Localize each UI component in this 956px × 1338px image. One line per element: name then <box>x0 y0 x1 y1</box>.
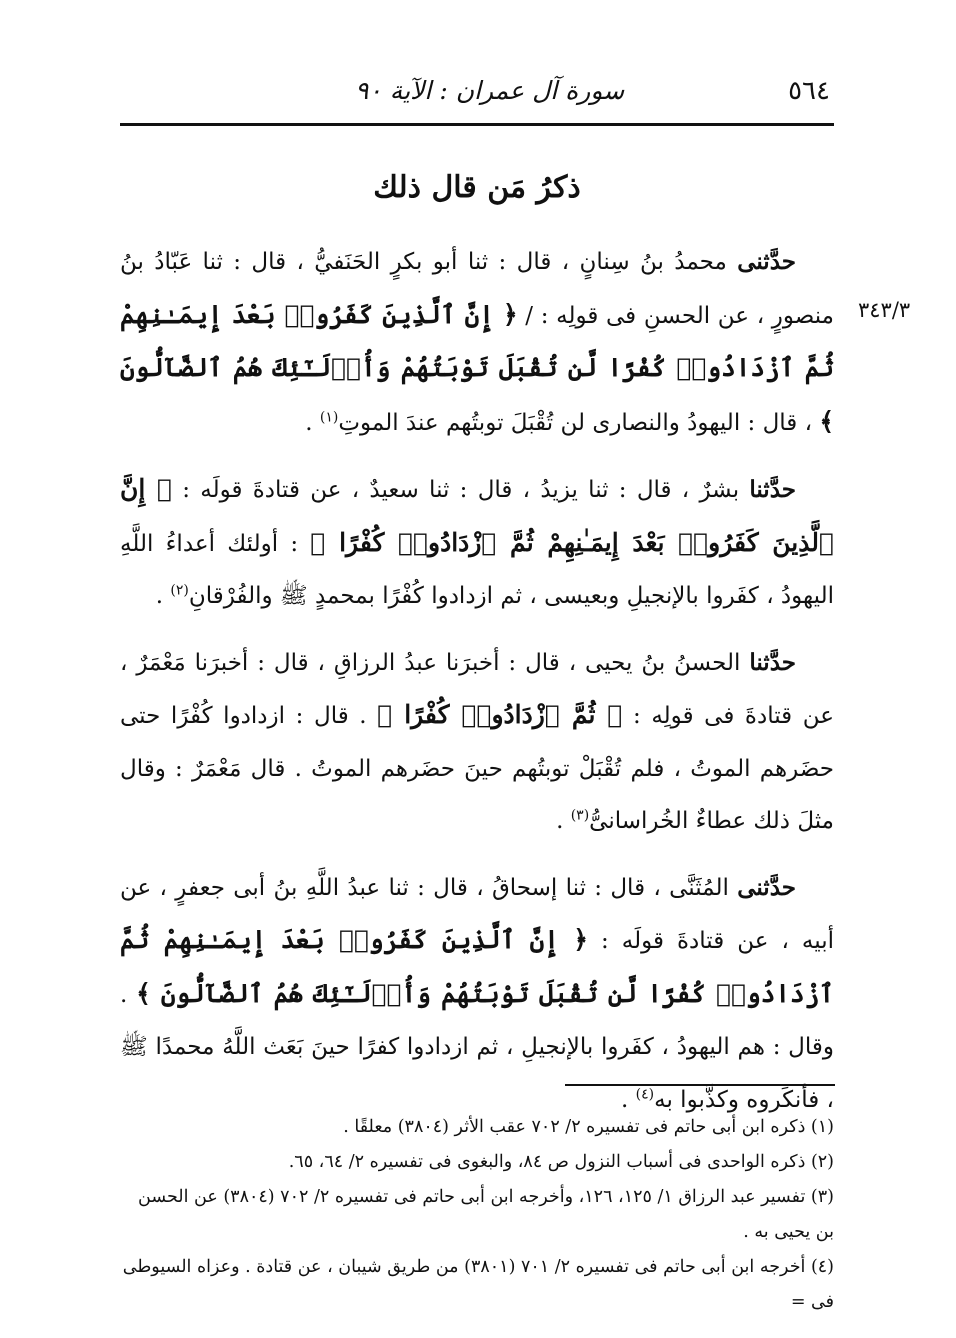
page-header <box>120 74 834 114</box>
footnote: (٤) أخرجه ابن أبى حاتم فى تفسيره ٢/ ٧٠١ (٣٨٠١) من طريق شيبان ، عن قتادة . وعزاه السيوطى فى = <box>122 1257 834 1312</box>
quran-verse: ﴿ ثُمَّ ٱزْدَادُوا۟ كُفْرًا ﴾ <box>377 700 623 729</box>
running-title: سورة آل عمران : الآية ٩٠ <box>355 76 625 105</box>
footnote: (١) ذكره ابن أبى حاتم فى تفسيره ٢/ ٧٠٢ عقب الأثر (٣٨٠٤) معلقًا . <box>343 1117 834 1137</box>
narration-paragraph <box>120 862 834 1127</box>
narration-text: بشرٌ ، قال : ثنا يزيدُ ، قال : ثنا سعيدٌ ، عن قتادةَ قولَه : <box>171 477 750 503</box>
quran-verse: ﴿ إِنَّ ٱلَّذِينَ كَفَرُوا۟ بَعْدَ إِيمَـٰنِهِمْ ثُمَّ ٱزْدَادُوا۟ كُفْرًا لَّن تُقْبَلَ تَوْبَتُهُمْ وَأُو۟لَـٰٓئِكَ هُمُ ٱلضَّآلُّونَ ﴾ <box>120 925 834 1008</box>
footnotes <box>120 1110 834 1320</box>
footnote-marker: (٢) <box>170 582 189 599</box>
section-heading: ذكرُ مَن قال ذلك <box>373 170 581 205</box>
quran-verse: ﴿ إِنَّ ٱلَّذِينَ كَفَرُوا۟ بَعْدَ إِيمَـٰنِهِمْ ثُمَّ ٱزْدَادُوا۟ كُفْرًا ﴾ <box>120 474 834 557</box>
main-text <box>120 236 834 1126</box>
narration-lead: حدَّثنى <box>737 248 796 275</box>
margin-reference: ٣٤٣/٣ <box>858 298 911 322</box>
footnote-rule <box>565 1084 835 1086</box>
header-rule <box>120 123 834 126</box>
narration-text: . قال : ازدادوا كُفْرًا حتى حضَرهم الموتُ ، فلم تُقْبَلْ توبتُهم حينَ حضَرهم الموتُ . قال مَعْمَرٌ : وقال مثلَ ذلك عطاءٌ الخُراسانىُّ <box>120 703 834 834</box>
narration-text: . وقال : هم اليهودُ ، كفَروا بالإنجيلِ ، ثم ازدادوا كفرًا حينَ بَعَث اللَّهُ محمدًا ﷺ ، فأنكَروه وكذَّبوا به <box>120 981 834 1113</box>
narration-text: ، قال : اليهودُ والنصارى لن تُقْبَلَ توبتُهم عندَ الموتِ <box>338 409 820 436</box>
narration-end: . <box>155 583 171 609</box>
footnote-marker: (١) <box>319 408 339 425</box>
narration-end: . <box>621 1086 636 1113</box>
narration-text: : أولئك أعداءُ اللَّهِ اليهودُ ، كفَروا بالإنجيلِ وبعيسى ، ثم ازدادوا كُفْرًا بمحمدٍ ﷺ والفُرْقانِ <box>120 530 834 609</box>
narration-text: الحسنُ بنُ يحيى ، قال : أخبرَنا عبدُ الرزاقِ ، قال : أخبرَنا مَعْمَرٌ ، عن قتادةَ فى قولِه : <box>120 649 834 729</box>
quran-verse: ﴿ إِنَّ ٱلَّذِينَ كَفَرُوا۟ بَعْدَ إِيمَـٰنِهِمْ ثُمَّ ٱزْدَادُوا۟ كُفْرًا لَّن تُقْبَلَ تَوْبَتُهُمْ وَأُو۟لَـٰٓئِكَ هُمُ ٱلضَّآلُّونَ ﴾ <box>120 299 834 436</box>
narration-end: . <box>556 808 571 834</box>
page-number: ٥٦٤ <box>788 76 830 106</box>
narration-paragraph <box>120 637 834 848</box>
narration-lead: حدَّثنا <box>749 476 796 503</box>
footnote: (٣) تفسير عبد الرزاق ١/ ١٢٥، ١٢٦، وأخرجه ابن أبى حاتم فى تفسيره ٢/ ٧٠٢ (٣٨٠٤) عن الحسن بن يحيى به . <box>138 1187 834 1242</box>
narration-text: المُثَنَّى ، قال : ثنا إسحاقُ ، قال : ثنا عبدُ اللَّهِ بنُ أبى جعفرٍ ، عن أبيه ، عن قتادةَ قولَه : <box>120 874 834 954</box>
narration-end: . <box>305 409 320 436</box>
footnote-marker: (٤) <box>635 1085 655 1102</box>
footnote-marker: (٣) <box>570 807 590 824</box>
footnote: (٢) ذكره الواحدى فى أسباب النزول ص ٨٤، والبغوى فى تفسيره ٢/ ٦٤، ٦٥. <box>288 1152 834 1172</box>
narration-paragraph <box>120 463 834 623</box>
narration-lead: حدَّثنى <box>737 873 796 901</box>
narration-lead: حدَّثنا <box>749 648 796 676</box>
narration-text: محمدُ بنُ سِنانٍ ، قال : ثنا أبو بكرٍ الحَنَفيُّ ، قال : ثنا عَبّادُ بنُ منصورٍ ، عن الحسنِ فى قولِه : / <box>120 249 834 329</box>
narration-paragraph <box>120 236 834 449</box>
